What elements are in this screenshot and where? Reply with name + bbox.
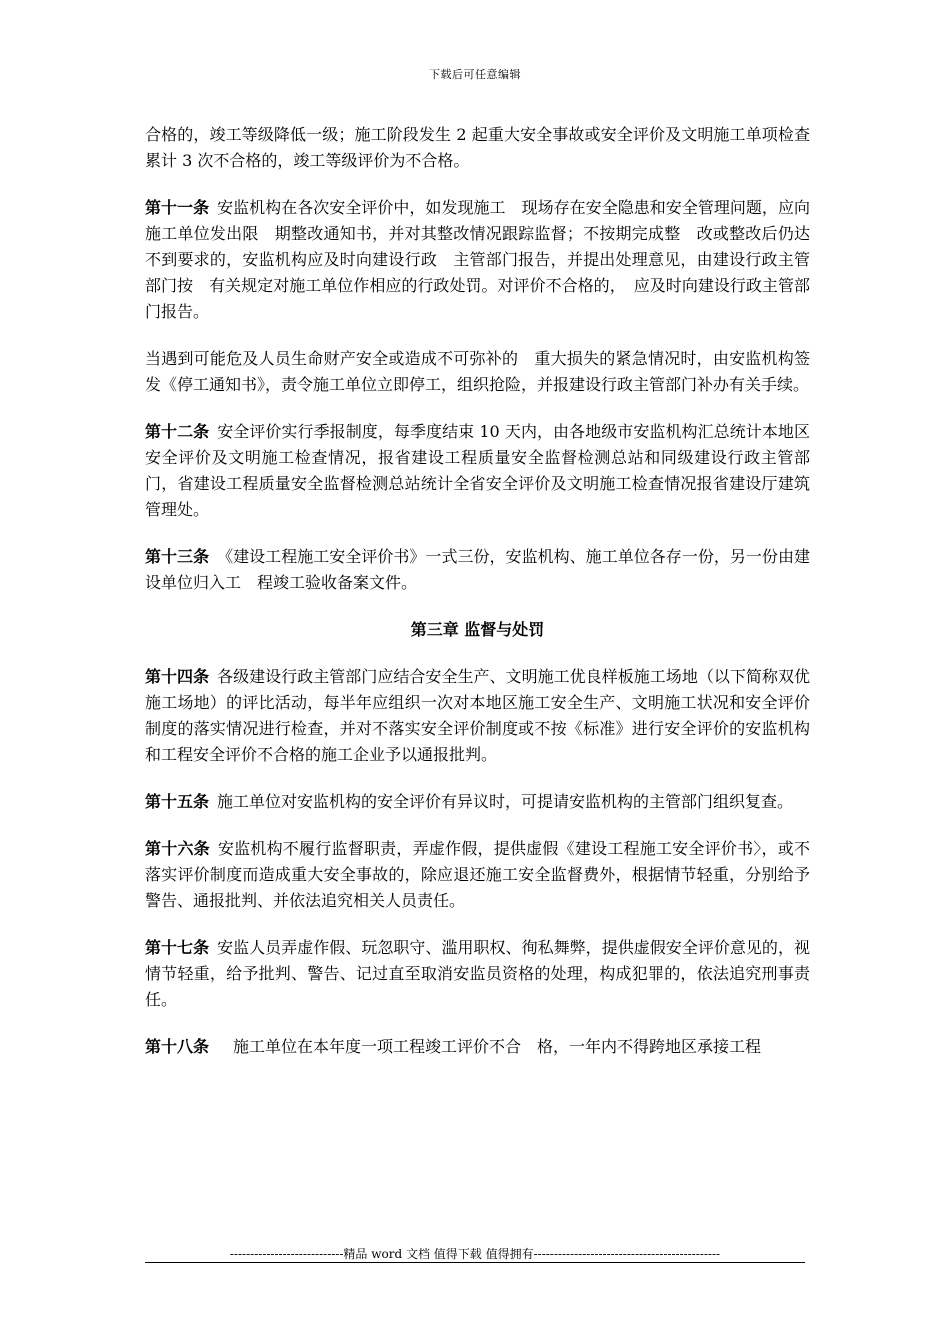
article-text: 《建设工程施工安全评价书》一式三份，安监机构、施工单位各存一份，另一份由建设单位归入工 程竣工验收备案文件。 <box>145 547 810 592</box>
article-text: 安全评价实行季报制度，每季度结束 10 天内，由各地级市安监机构汇总统计本地区安全评价及文明施工检查情况，报省建设工程质量安全监督检测总站和同级建设行政主管部门，省建设工程质量安全监督检测总站统计全省安全评价及文明施工检查情况报省建设厅建筑管理处。 <box>145 422 810 519</box>
article-13 <box>145 544 810 596</box>
article-label: 第十三条 <box>145 547 210 566</box>
article-text: 施工单位对安监机构的安全评价有异议时，可提请安监机构的主管部门组织复查。 <box>217 792 794 811</box>
article-11 <box>145 195 810 325</box>
article-text: 施工单位在本年度一项工程竣工评价不合 格，一年内不得跨地区承接工程 <box>217 1037 762 1056</box>
paragraph-emergency <box>145 346 810 398</box>
header-note: 下载后可任意编辑 <box>429 68 521 81</box>
article-text: 安监人员弄虚作假、玩忽职守、滥用职权、徇私舞弊，提供虚假安全评价意见的，视情节轻重，给予批判、警告、记过直至取消安监员资格的处理，构成犯罪的，依法追究刑事责任。 <box>145 938 810 1009</box>
article-label: 第十七条 <box>145 938 210 957</box>
article-label: 第十五条 <box>145 792 210 811</box>
article-label: 第十六条 <box>145 839 210 858</box>
article-16 <box>145 836 810 914</box>
article-18 <box>145 1034 810 1060</box>
chapter-title: 第三章 监督与处罚 <box>410 620 545 639</box>
article-17 <box>145 935 810 1013</box>
article-label: 第十二条 <box>145 422 210 441</box>
article-label: 第十一条 <box>145 198 210 217</box>
article-label: 第十八条 <box>145 1037 210 1056</box>
article-12 <box>145 419 810 523</box>
article-14 <box>145 664 810 768</box>
document-body <box>145 122 810 1081</box>
footer-divider <box>145 1262 805 1263</box>
footer-text: ----------------------------精品 word 文档 值得下载 值得拥有---------------------------------------------- <box>229 1247 721 1261</box>
article-label: 第十四条 <box>145 667 210 686</box>
paragraph-text: 合格的，竣工等级降低一级；施工阶段发生 2 起重大安全事故或安全评价及文明施工单项检查累计 3 次不合格的，竣工等级评价为不合格。 <box>145 125 810 170</box>
article-15 <box>145 789 810 815</box>
article-text: 各级建设行政主管部门应结合安全生产、文明施工优良样板施工场地（以下简称双优施工场地）的评比活动，每半年应组织一次对本地区施工安全生产、文明施工状况和安全评价制度的落实情况进行检查，并对不落实安全评价制度或不按《标准》进行安全评价的安监机构和工程安全评价不合格的施工企业予以通报批判。 <box>145 667 810 764</box>
paragraph-text: 当遇到可能危及人员生命财产安全或造成不可弥补的 重大损失的紧急情况时，由安监机构签发《停工通知书》，责令施工单位立即停工，组织抢险，并报建设行政主管部门补办有关手续。 <box>145 349 810 394</box>
article-text: 安监机构在各次安全评价中，如发现施工 现场存在安全隐患和安全管理问题，应向施工单位发出限 期整改通知书，并对其整改情况跟踪监督；不按期完成整 改或整改后仍达不到要求的，安监机构应及时向建设行政 主管部门报告，并提出处理意见，由建设行政主管部门按 有关规定对施工单位作相应的行政处罚。对评价不合格的， 应及时向建设行政主管部门报告。 <box>145 198 810 321</box>
paragraph-continuation <box>145 122 810 174</box>
article-text: 安监机构不履行监督职责，弄虚作假，提供虚假《建设工程施工安全评价书〉，或不落实评价制度而造成重大安全事故的，除应退还施工安全监督费外，根据情节轻重，分别给予警告、通报批判、并依法追究相关人员责任。 <box>145 839 810 910</box>
